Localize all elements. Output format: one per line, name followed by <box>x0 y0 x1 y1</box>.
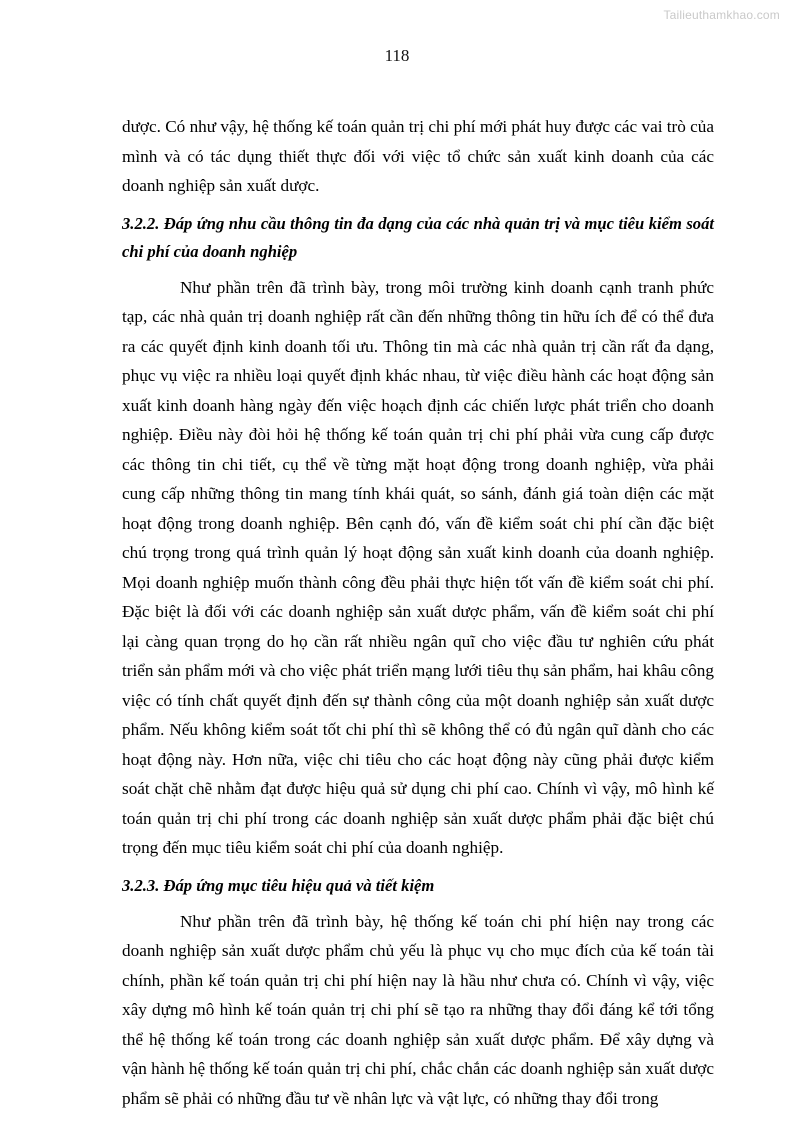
paragraph-continuation: dược. Có như vậy, hệ thống kế toán quản trị chi phí mới phát huy được các vai trò của mình và có tác dụng thiết thực đối với việc tổ chức sản xuất kinh doanh của các doanh nghiệp sản xuất dược. <box>122 117 715 195</box>
paragraph-section-3-2-3: Như phần trên đã trình bày, hệ thống kế toán chi phí hiện nay trong các doanh nghiệp sản xuất dược phẩm chủ yếu là phục vụ cho mục đích của kế toán tài chính, phần kế toán quản trị chi phí hiện nay là hầu như chưa có. Chính vì vậy, việc xây dựng mô hình kế toán quản trị chi phí sẽ tạo ra những thay đổi đáng kể tới tổng thể hệ thống kế toán trong các doanh nghiệp sản xuất dược phẩm. Để xây dựng và vận hành hệ thống kế toán quản trị chi phí, chắc chắn các doanh nghiệp sản xuất dược phẩm sẽ phải có những đầu tư về nhân lực và vật lực, có những thay đổi trong <box>122 911 714 1108</box>
section-heading-3-2-2: 3.2.2. Đáp ứng nhu cầu thông tin đa dạng của các nhà quản trị và mục tiêu kiểm soát chi phí của doanh nghiệp <box>122 213 714 261</box>
page-content <box>122 112 714 1113</box>
paragraph-section-3-2-2: Như phần trên đã trình bày, trong môi trường kinh doanh cạnh tranh phức tạp, các nhà quản trị doanh nghiệp rất cần đến những thông tin hữu ích để có thể đưa ra các quyết định kinh doanh tối ưu. Thông tin mà các nhà quản trị cần rất đa dạng, phục vụ việc ra nhiều loại quyết định khác nhau, từ việc điều hành các hoạt động sản xuất kinh doanh hàng ngày đến việc hoạch định các chiến lược phát triển cho doanh nghiệp. Điều này đòi hỏi hệ thống kế toán quản trị chi phí phải vừa cung cấp được các thông tin chi tiết, cụ thể về từng mặt hoạt động trong doanh nghiệp, vừa phải cung cấp những thông tin mang tính khái quát, so sánh, đánh giá toàn diện các mặt hoạt động trong doanh nghiệp. Bên cạnh đó, vấn đề kiểm soát chi phí cần đặc biệt chú trọng trong quá trình quản lý hoạt động sản xuất kinh doanh của doanh nghiệp. Mọi doanh nghiệp muốn thành công đều phải thực hiện tốt vấn đề kiểm soát chi phí. Đặc biệt là đối với các doanh nghiệp sản xuất dược phẩm, vấn đề kiểm soát chi phí lại càng quan trọng do họ cần rất nhiều ngân quĩ cho việc đầu tư nghiên cứu phát triển sản phẩm mới và cho việc phát triển mạng lưới tiêu thụ sản phẩm, hai khâu công việc có tính chất quyết định đến sự thành công của một doanh nghiệp sản xuất dược phẩm. Nếu không kiểm soát tốt chi phí thì sẽ không thể có đủ ngân quĩ dành cho các hoạt động này. Hơn nữa, việc chi tiêu cho các hoạt động này cũng phải được kiểm soát chặt chẽ nhằm đạt được hiệu quả sử dụng chi phí cao. Chính vì vậy, mô hình kế toán quản trị chi phí trong các doanh nghiệp sản xuất dược phẩm phải đặc biệt chú trọng đến mục tiêu kiểm soát chi phí của doanh nghiệp. <box>122 277 714 857</box>
page-number: 118 <box>384 46 410 65</box>
section-heading-3-2-3: 3.2.3. Đáp ứng mục tiêu hiệu quả và tiết kiệm <box>122 875 435 895</box>
watermark-text: Tailieuthamkhao.com <box>663 8 780 22</box>
